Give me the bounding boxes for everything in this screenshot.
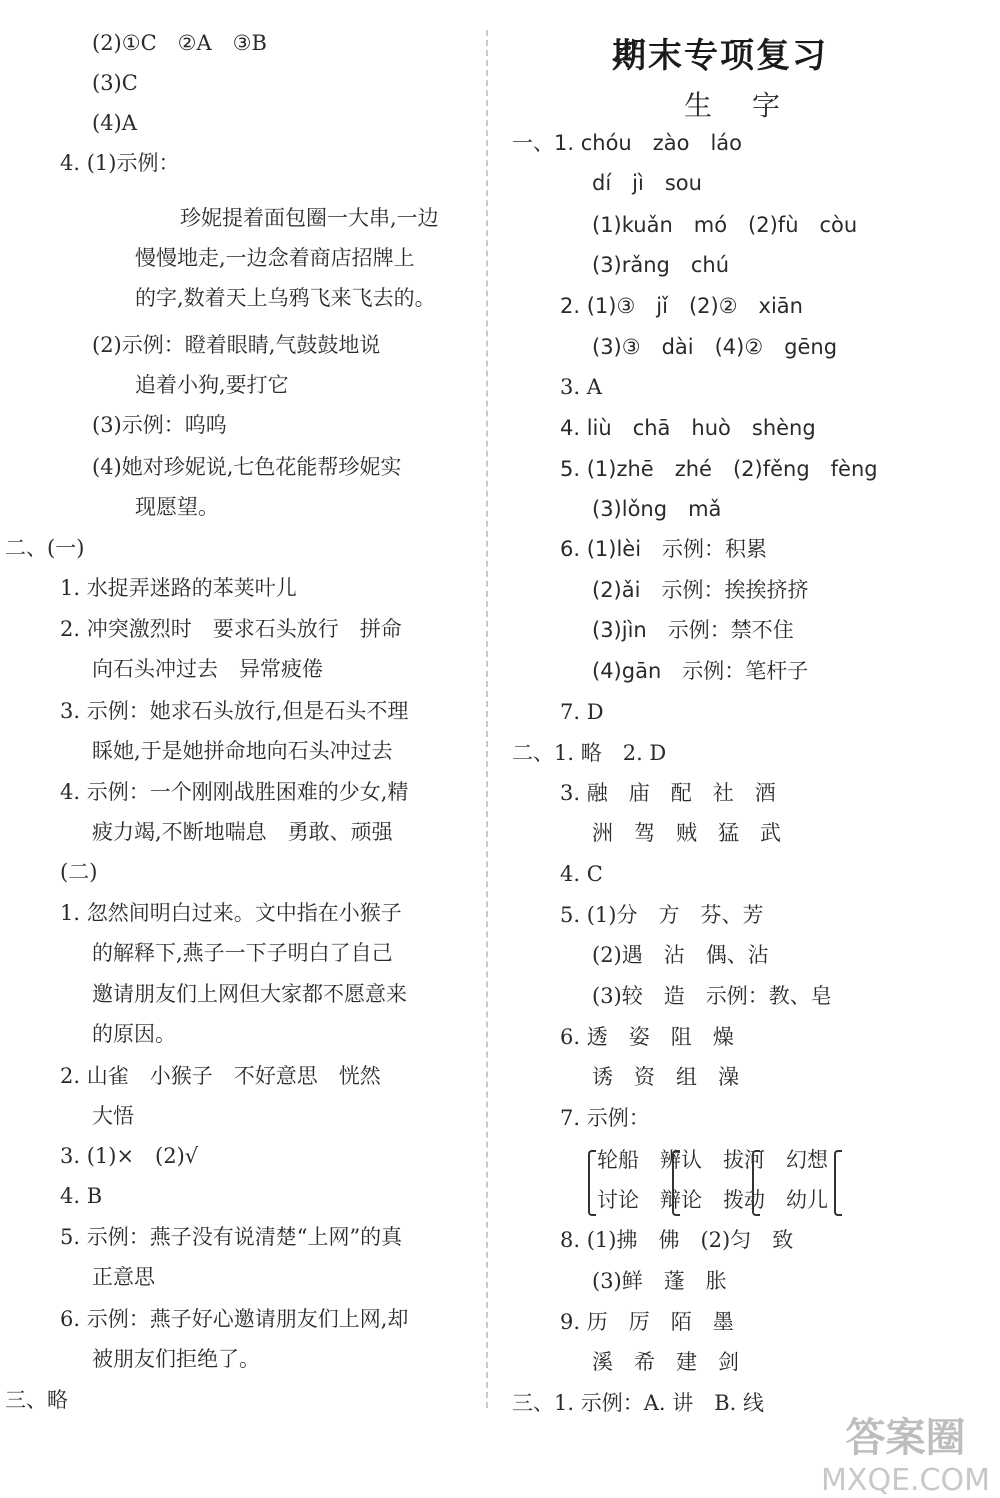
left-line: 的字,数着天上乌鸦飞来飞去的。 <box>135 286 436 310</box>
right-line: 一、1. chóu zào láo <box>512 131 743 155</box>
left-line: (2)示例：瞪着眼睛,气鼓鼓地说 <box>92 333 381 357</box>
left-line: 3. (1)× (2)√ <box>60 1144 199 1168</box>
left-line: 慢慢地走,一边念着商店招牌上 <box>135 246 415 270</box>
left-line: (二) <box>60 860 98 884</box>
right-line: 讨论 辩论 拨动 幼儿 <box>597 1188 828 1212</box>
left-line: 珍妮提着面包圈一大串,一边 <box>180 206 439 230</box>
left-line: 5. 示例：燕子没有说清楚“上网”的真 <box>60 1225 403 1249</box>
left-line: 追着小狗,要打它 <box>135 373 289 397</box>
right-line: 诱 资 组 澡 <box>592 1065 739 1089</box>
left-line: (3)C <box>92 71 138 95</box>
right-line: 3. A <box>560 375 602 399</box>
left-line: (2)①C ②A ③B <box>92 31 267 55</box>
left-line: 1. 水捉弄迷路的苯荚叶儿 <box>60 576 297 600</box>
left-line: 向石头冲过去 异常疲倦 <box>92 657 323 681</box>
right-line: (3)jìn 示例：禁不住 <box>592 618 794 642</box>
right-line: 6. (1)lèi 示例：积累 <box>560 537 768 561</box>
left-line: 的解释下,燕子一下子明白了自己 <box>92 941 393 965</box>
right-line: (3)lǒng mǎ <box>592 497 722 521</box>
right-line: 3. 融 庙 配 社 酒 <box>560 781 776 805</box>
right-line: (2)遇 沾 偶、沾 <box>592 943 769 967</box>
right-line: 5. (1)zhē zhé (2)fěng fèng <box>560 457 878 481</box>
right-line: (2)ǎi 示例：挨挨挤挤 <box>592 578 809 602</box>
left-line: (4)她对珍妮说,七色花能帮珍妮实 <box>92 455 402 479</box>
left-line: 4. (1)示例： <box>60 151 180 175</box>
right-line: 9. 历 厉 陌 墨 <box>560 1310 734 1334</box>
section-subtitle: 生字 <box>684 89 821 122</box>
right-line: 5. (1)分 方 芬、芳 <box>560 903 764 927</box>
right-line: 4. liù chā huò shèng <box>560 416 816 440</box>
left-line: 1. 忽然间明白过来。文中指在小猴子 <box>60 901 402 925</box>
right-line: 6. 透 姿 阻 燥 <box>560 1025 734 1049</box>
right-line: 4. C <box>560 862 603 886</box>
left-line: 睬她,于是她拼命地向石头冲过去 <box>92 739 393 763</box>
left-line: 4. B <box>60 1184 103 1208</box>
left-line: 大悟 <box>92 1104 134 1128</box>
right-line: (4)gān 示例：笔杆子 <box>592 659 809 683</box>
right-line: 8. (1)拂 佛 (2)匀 致 <box>560 1228 794 1252</box>
left-line: 邀请朋友们上网但大家都不愿意来 <box>92 982 407 1006</box>
right-line: (1)kuǎn mó (2)fù còu <box>592 213 858 237</box>
watermark-top: 答案圈 <box>845 1415 966 1461</box>
left-line: 疲力竭,不断地喘息 勇敢、顽强 <box>92 820 393 844</box>
left-line: (3)示例：呜呜 <box>92 413 227 437</box>
left-line: 二、(一) <box>5 536 85 560</box>
left-line: 4. 示例：一个刚刚战胜困难的少女,精 <box>60 780 409 804</box>
left-line: 被朋友们拒绝了。 <box>92 1347 260 1371</box>
brace-1 <box>588 1150 596 1216</box>
column-divider <box>486 30 488 1408</box>
left-line: 2. 山雀 小猴子 不好意思 恍然 <box>60 1064 381 1088</box>
brace-4 <box>834 1150 842 1216</box>
left-line: 三、略 <box>5 1388 68 1412</box>
brace-2 <box>672 1150 680 1216</box>
right-line: 三、1. 示例：A. 讲 B. 线 <box>512 1391 765 1415</box>
right-line: 2. (1)③ jǐ (2)② xiān <box>560 294 803 318</box>
right-line: (3)鲜 蓬 胀 <box>592 1269 727 1293</box>
left-line: 的原因。 <box>92 1022 176 1046</box>
right-line: (3)rǎng chú <box>592 253 730 277</box>
right-line: dí jì sou <box>592 171 702 195</box>
right-line: 7. D <box>560 700 604 724</box>
right-line: 轮船 辨认 拔河 幻想 <box>597 1148 828 1172</box>
right-line: 溪 希 建 剑 <box>592 1350 739 1374</box>
left-line: (4)A <box>92 111 137 135</box>
watermark <box>821 1406 990 1498</box>
right-line: (3)较 造 示例：教、皂 <box>592 984 832 1008</box>
brace-3 <box>752 1150 760 1216</box>
left-line: 正意思 <box>92 1265 155 1289</box>
watermark-url: MXQE.COM <box>821 1463 990 1498</box>
left-line: 现愿望。 <box>135 495 219 519</box>
right-line: 洲 驾 贼 猛 武 <box>592 821 781 845</box>
right-line: (3)③ dài (4)② gēng <box>592 335 838 359</box>
right-line: 7. 示例： <box>560 1106 650 1130</box>
left-line: 3. 示例：她求石头放行,但是石头不理 <box>60 699 409 723</box>
left-line: 6. 示例：燕子好心邀请朋友们上网,却 <box>60 1307 409 1331</box>
left-line: 2. 冲突激烈时 要求石头放行 拼命 <box>60 617 402 641</box>
right-line: 二、1. 略 2. D <box>512 741 667 765</box>
page-title: 期末专项复习 <box>612 36 828 76</box>
